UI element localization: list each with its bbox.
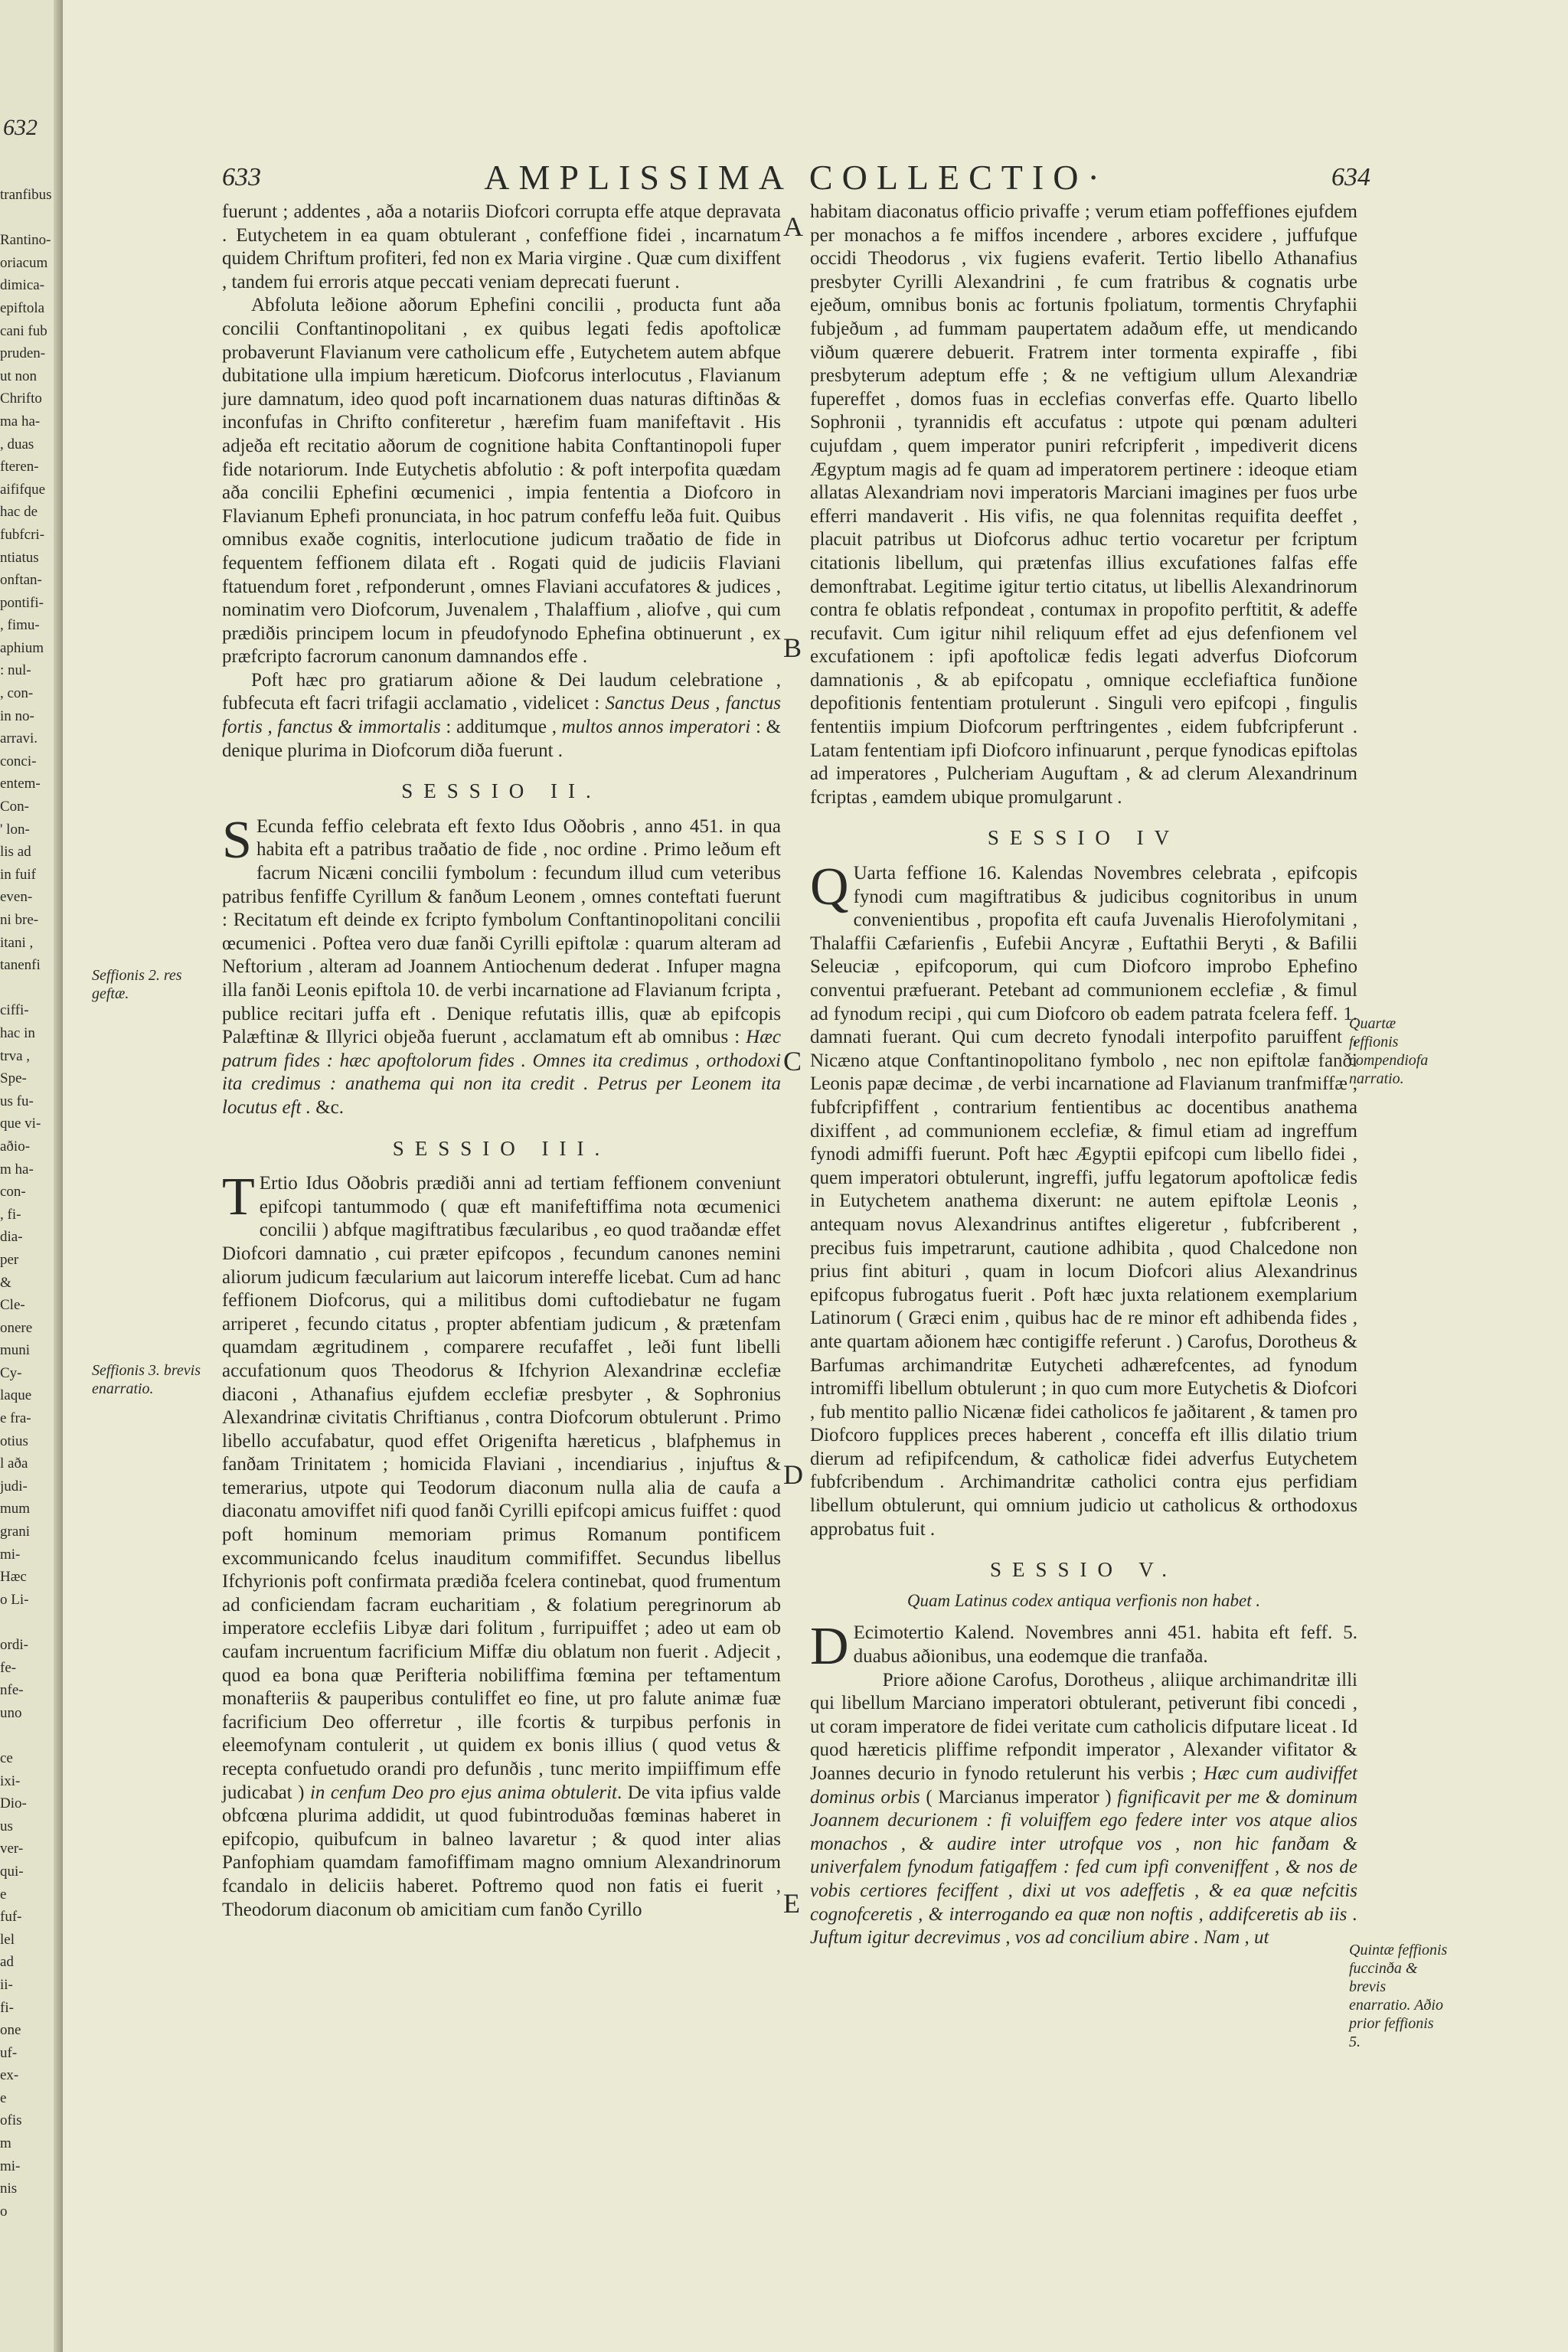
paragraph: Abfoluta leðione aðorum Ephefini concilii , producta funt aða concilii Conftantinopolitani , ex quibus legati fedis apoftolicæ probaverunt Flavianum vere catholicum effe , Eutychetem autem abfque dubitatione ulla impium hæreticum. Diofcorus interlocutus , Flavianum jure damnatum, ideo quod poft incarnationem duas naturas diftinðas & inconfufas in Chrifto confiteretur , hærefim fuam manifeftavit . His adjeða eft recitatio aðorum de cognitione habita Conftantinopoli fuper fide notariorum. Inde Eutychetis abfolutio : & poft interpofita quædam aða concilii Ephefini œcumenici , impia fententia a Diofcoro in Flavianum Ephefi pronunciata, in hoc patrum confeffu leða fuit. Quibus omnibus exaðe cognitis, interlocutione judicum traðatio de fide in fequentem feffionem dilata eft . Rogati quid de judiciis Flaviani ftatuendum foret , refponderunt , omnes Flaviani accufatores & judices , nominatim vero Diofcorum, Juvenalem , Thalaffium , aliofve , qui cum prædiðis principem locum in pfeudofynodo Ephefina obtinuerunt , ex præfcripto facrorum canonum damnandos effe . (222, 295, 781, 668)
edge-line: mi- (0, 2158, 21, 2174)
edge-line: e fra- (0, 1410, 31, 1427)
section-heading: SESSIO V. (989, 1558, 1178, 1582)
page-number-right: 634 (1331, 163, 1370, 191)
edge-line: o Li- (0, 1591, 29, 1608)
edge-line: conci- (0, 753, 37, 769)
paragraph (222, 1168, 781, 1922)
italic-quote: fignificavit per me & dominum Joannem decurionem : fi voluiffem ego federe inter vos atque alios monachos , & audire inter utrofque vos , non hic fanðam & univerfalem fynodum fatigaffem : fed cum ipfi conveniffent , & nos de vobis certiores feciffent , dixi ut vos adeffetis , & ea quæ nefcitis cognofceretis , & interrogando ea quæ non noftis , addifceretis ab iis . Juftum igitur decrevimus , vos ad concilium abire . Nam , ut (810, 1786, 1358, 1949)
edge-line: dia- (0, 1229, 23, 1246)
edge-line: oriacum (0, 254, 48, 271)
paragraph (222, 669, 781, 763)
paragraph: fuerunt ; addentes , aða a notariis Diofcori corrupta effe atque depravata . Eutychetem in ea quam obtulerant , confeffione fidei , incarnatum quidem Chriftum profiteri, fed non ex Maria virgine . Quæ cum dixiffent , tandem fui erroris atque peccati veniam deprecati fuerunt . (222, 201, 781, 292)
margin-note: Seffionis 3. brevis enarratio. (92, 1362, 201, 1397)
edge-line: dimica- (0, 277, 45, 294)
edge-line: uf- (0, 2044, 18, 2061)
edge-line: onftan- (0, 572, 42, 589)
running-title: AMPLISSIMA COLLECTIO· (484, 158, 1109, 197)
edge-line: in fuif (0, 866, 36, 883)
edge-line: fubfcri- (0, 526, 45, 543)
edge-line: ut non (0, 368, 38, 384)
edge-line: ii- (0, 1976, 13, 1993)
section-letter-marker: A (783, 211, 803, 242)
edge-line: Spe- (0, 1070, 27, 1087)
right-column (810, 201, 1357, 1950)
text: : & denique plurima in Diofcorum diða fuerunt . (222, 717, 782, 761)
edge-line: pontifi- (0, 594, 44, 611)
edge-line: , fi- (0, 1206, 21, 1223)
edge-line: tranfibus (0, 187, 52, 203)
section-subheading: Quam Latinus codex antiqua verfionis non habet . (906, 1590, 1261, 1610)
text: . De vita ipfius valde obfcœna plurima addidit, ut quod fubintroduðas fœminas haberet in epifcopio, quibufcum in balneo lavaretur ; & quod inter alias Panfophiam quamdam famofiffimam magno omnium Alexandrinorum fcandalo in deliciis haberet. Poftremo quod non fatis ei fuerit , Theodorum diaconum ob amicitiam cum fanðo Cyrillo (222, 1782, 781, 1920)
edge-line: in no- (0, 707, 34, 724)
edge-line: Dio- (0, 1795, 27, 1812)
edge-line: ex- (0, 2067, 19, 2084)
edge-line: us fu- (0, 1093, 34, 1109)
italic-quote: Hæc cum audiviffet dominus orbis (810, 1763, 1357, 1808)
text: ( Marcianus imperator ) (926, 1786, 1112, 1808)
edge-line: Con- (0, 799, 29, 815)
edge-line: ce (0, 1749, 13, 1766)
edge-line: laque (0, 1387, 32, 1404)
edge-line: ver- (0, 1841, 24, 1857)
edge-line (0, 207, 55, 230)
edge-line: aififque (0, 481, 46, 498)
italic-quote: in cenfum Deo pro ejus anima obtulerit (309, 1782, 617, 1803)
section-letter-marker: E (783, 1888, 800, 1919)
edge-line: Cy- (0, 1364, 22, 1381)
adjacent-page-number: 632 (3, 115, 38, 140)
edge-line: nis (0, 2180, 18, 2197)
section-letter-marker: B (783, 632, 802, 663)
edge-line: , fimu- (0, 617, 40, 634)
edge-line: , duas (0, 436, 34, 452)
edge-line: lis ad (0, 844, 31, 861)
edge-line (0, 1724, 55, 1747)
edge-line: itani , (0, 934, 34, 951)
section-heading: SESSIO IV (987, 826, 1181, 850)
page-number-left: 633 (222, 163, 261, 191)
edge-line: qui- (0, 1863, 24, 1880)
edge-line: fe- (0, 1659, 17, 1676)
edge-line: m ha- (0, 1161, 34, 1178)
section-heading: SESSIO III. (392, 1136, 611, 1160)
text: &c. (315, 1096, 345, 1118)
edge-line: ni bre- (0, 912, 39, 928)
edge-line: , con- (0, 685, 34, 702)
edge-line: ixi- (0, 1772, 21, 1789)
left-column (222, 201, 781, 1922)
edge-line (0, 977, 55, 1000)
edge-line: mum (0, 1501, 31, 1517)
edge-line: Hæc (0, 1569, 27, 1586)
edge-line: Rantino- (0, 232, 51, 249)
edge-line: e (0, 2089, 7, 2106)
edge-line (0, 1611, 55, 1634)
edge-line: l aða (0, 1455, 28, 1472)
edge-line: nfe- (0, 1682, 24, 1699)
edge-line: fuf- (0, 1909, 22, 1926)
edge-line: judi- (0, 1478, 28, 1494)
edge-line: lel (0, 1931, 15, 1948)
edge-line: ' lon- (0, 821, 30, 838)
edge-line: arravi. (0, 730, 38, 747)
text: : additumque , (446, 717, 557, 738)
margin-note: Seffionis 2. res geftæ. (92, 967, 182, 1002)
edge-line: otius (0, 1432, 28, 1449)
edge-line: tanenfi (0, 957, 41, 974)
text: SEcunda feffio celebrata eft fexto Idus Oðobris , anno 451. in qua habita eft a patribus traðatio de fide , noc ordine . Primo leðum eft facrum Nicæni concilii fymbolum : fecundum illud cum veteribus patribus fenfiffe Cyrillum & fanðum Leonem , omnes conteftati fuerunt : Recitatum eft deinde ex fcripto fymbolum Conftantinopolitani concilii œcumenici . Poftea vero duæ fanði Cyrilli epiftolæ : quarum alteram ad Neftorium , alteram ad Joannem Antiochenum dederat . Infuper magna illa fanði Leonis epiftola 10. de verbi incarnatione ad Flavianum fcripta , publice recitari juffa eft . Denique refutatis illis, quæ ab epifcopis Palæftinæ & Illyrici objeða fuerunt , acclamatum eft ab omnibus : (222, 810, 781, 1048)
edge-line: uno (0, 1704, 22, 1721)
section-heading: SESSIO II. (401, 779, 602, 803)
edge-line: us (0, 1818, 13, 1834)
book-gutter-shadow (54, 0, 63, 2352)
edge-line: o (0, 2203, 8, 2220)
section-letter-marker: D (783, 1459, 803, 1490)
paragraph: QUarta feffione 16. Kalendas Novembres celebrata , epifcopis fynodi cum magiftratibus & judicibus cognitoribus in unum convenientibus , propofita eft caufa Juvenalis Hierofolymitani , Thalaffii Cæfarienfis , Eufebii Ancyræ , Euftathii Beryti , & Bafilii Seleuciæ , epifcoporum, qui cum Diofcoro improbo Ephefino conventui præfuerant. Petebant ad communionem ecclefiæ , & fimul ad fynodum recipi , qui cum Diofcoro ob eadem patrata fcelera feff. 1. damnati fuerant. Qui cum decreto fynodali interpofito paruiffent , Nicæno atque Conftantinopolitano fymbolo , nec non epiftolæ fanði Leonis papæ decimæ , de verbi incarnatione ad Flavianum tranfmiffæ , fubfcripfiffent , contrarium fentientibus ac docentibus anathema dixiffent , ad communionem ecclefiæ, & fimul etiam ad ingreffum fynodi admiffi fuerunt. Poft hæc Ægyptii epifcopi cum libello fidei , quem imperatori obtulerunt, ingreffi, juffu legatorum apoftolicæ fedis in Eutychetem anathema dixerunt: ne autem epiftolæ Leonis , antequam novus Alexandrinus antiftes eligeretur , fubfcriberent , precibus fuis impetrarunt, cautione adhibita , quod Chalcedone non prius fint abituri , quam in locum Diofcori alius Alexandrinus epifcopus fubrogatus fuerit . Poft hæc juxta relationem exemplarium Latinorum ( Græci enim , quibus hac de re minor eft adhibenda fides , ante quartam aðionem hæc contigiffe referunt . ) Carofus, Dorotheus & Barfumas archimandritæ Eutycheti adhærefcentes, ad fynodum intromiffi libellum obtulerunt ; in quo cum more Eutychetis & Diofcori , fub mentito pallio Nicænæ fidei catholicos fe jaðitarent , & tamen pro Diofcoro fupplices preces haberent , conceffa eft illis dilatio trium dierum ad refipifcendum, & catholicæ fidei adverfus Eutychetem fubfcribendum . Archimandritæ catholici contra ejus perfidiam libellum obtulerunt, qui omnium judicio ut catholicus & orthodoxus approbatus fuit . (810, 858, 1357, 1540)
edge-line: grani (0, 1524, 31, 1540)
edge-line: e (0, 1886, 7, 1903)
edge-line: cani fub (0, 322, 47, 339)
edge-line: : nul- (0, 662, 31, 679)
edge-line: aðio- (0, 1138, 31, 1155)
margin-note: Quintæ feffionis fuccinða & brevis enarratio. Aðio prior feffionis 5. (1349, 1942, 1448, 2050)
paragraph: habitam diaconatus officio privaffe ; verum etiam poffeffiones ejufdem per monachos a fe miffos incendere , arbores excidere , juffufque occidi Theodorus , vix fugiens evaferit. Tertio libello Athanafius presbyter Cyrilli Alexandrini , fe cum fratribus & cognatis urbe ejeðum, omnibus bonis ac fortunis fpoliatum, tormentis Chryfaphii fubjeðum , ad fummam paupertatem adaðum effe, ut mendicando viðum quærere debuerit. Fratrem inter tormenta expiraffe , fibi presbyterum adeptum effe ; & ne veftigium ullum Alexandriæ fupereffet , domos fuas in ecclefias converfas effe. Quarto libello Sophronii , tyrannidis eft accufatus : utpote qui pœnam adulteri cujufdam , quem imperator puniri refcripferit , impediverit dicens Ægyptum magis ad fe quam ad imperatorem pertinere : ideoque etiam allatas Alexandriam novi imperatoris Marciani imagines per fuos urbe efferri mandaverit . His vifis, ne qua folennitas requifita deeffet , placuit patribus ut Diofcorus adhuc tertio vocaretur per fcriptum citationis libellum, qui prætenfas illius excufationes falfas effe demonftrabat. Legitime igitur tertio citatus, ut libellis Alexandrinorum contra fe oblatis refpondeat , contumax in propofito perftitit, & adeffe recufavit. Cum igitur nihil reliquum effet ad ejus defenfionem vel excufationem : ipfi apoftolicæ fedis legati adverfus Diofcorum damnationis , & ab epifcopatu , omnique ecclefiaftica funðione depofitionis fententiam protulerunt . Singuli vero epifcopi , fingulis fententiis impium Diofcorum perftringentes , eidem fubfcripferunt . Latam fententiam ipfi Diofcoro infinuarunt , perque fynodicas epiftolas ad imperatores , Pulcheriam Auguftam , & ad clerum Alexandrinum fcriptas , eamdem ubique promulgarunt . (810, 201, 1357, 808)
paragraph: DEcimotertio Kalend. Novembres anni 451. habita eft feff. 5. duabus aðionibus, una eodemque die tranfaða. (810, 1617, 1357, 1677)
paragraph (810, 1669, 1357, 1950)
text: TErtio Idus Oðobris prædiði anni ad tertiam feffionem conveniunt epifcopi tantummodo ( quæ eft manifeftiffima nota œcumenici concilii ) abfque magiftratibus fæcularibus , eo quod traðandæ effet Diofcori damnatio , cui præter epifcopos , fecundum canones nemini aliorum judicum fæcularium aut laicorum intereffe licebat. Cum ad hanc feffionem Diofcorus, qui a militibus domi cuftodiebatur ne fugam arriperet , fecundo citatus , propter abfentiam judicum , & prætenfam quamdam ægritudinem , comparere recufaffet , leði funt libelli accufationum quos Theodorus & Ifchyrion Alexandrinæ ecclefiæ diaconi , Athanafius ejufdem ecclefiæ presbyter , & Sophronius Alexandrinæ civitatis Chriftianus , contra Diofcorum obtulerunt . Primo libello accufabatur, quod effet Origenifta hæreticus , blafphemus in fanðam Trinitatem ; homicida Flaviani , incendiarius , injuftus & temerarius, utpote qui Teodorum diaconum nulla alia de caufa a diaconatu amoviffet nifi quod fanði Cyrilli epifcopi amicus fuiffet : quod poft hominum memoriam primus Romanum pontificem excommunicando fcelus inauditum commififfet. Secundus libellus Ifchyrionis poft confirmata prædiða fcelera continebat, quod frumentum ad conficiendam facram eucharitiam , & folatium peregrinorum ab imperatore ecclefiis Libyæ dari folitum , furripuiffet ; adeo ut eam ob caufam incruentum facrificium Miffæ diu oblatum non fuerit . Adjecit , quod ea bona quæ Perifteria nobiliffima fœmina per teftamentum monafteriis & pauperibus contuliffet eo fine, ut pro falute animæ fuæ facrificium Deo offerretur , ille fcortis & turpibus perfonis in eleemofynam contulerit , ut quidem ex bonis illius ( quod vetus & recepta confuetudo orandi pro defunðis , tunc merito impiiffimum effe judicabat ) (222, 1168, 781, 1803)
edge-line: ma ha- (0, 413, 41, 430)
acclamation-text: Sanctus Deus , fanctus fortis , fanctus & immortalis (222, 693, 781, 738)
edge-line: ntiatus (0, 549, 39, 566)
edge-line: entem- (0, 776, 41, 792)
edge-line: onere (0, 1319, 33, 1336)
adjacent-page-text (0, 184, 55, 2223)
edge-line: one (0, 2022, 21, 2039)
edge-line: per (0, 1251, 19, 1268)
edge-line: muni (0, 1342, 31, 1359)
edge-line: que vi- (0, 1116, 41, 1132)
margin-note: Quartæ feffionis compendiofa narratio. (1349, 1015, 1429, 1087)
edge-line: hac de (0, 504, 38, 521)
edge-line: mi- (0, 1546, 21, 1563)
edge-line: aphium (0, 639, 44, 656)
edge-line: epiftola (0, 299, 45, 316)
edge-line: pruden- (0, 345, 46, 362)
acclamation-text: multos annos imperatori (561, 717, 751, 738)
edge-line: ciffi- (0, 1002, 29, 1019)
edge-line: con- (0, 1184, 26, 1200)
edge-line: ad (0, 1954, 14, 1971)
edge-line: ofis (0, 2112, 22, 2129)
text: Priore aðione Carofus, Dorotheus , aliique archimandritæ illi qui libellum Marciano imperatori obtulerant, petiverunt fibi concedi , ut coram imperatore de fidei veritate cum catholicis difputare liceat . Id quod hæreticis pliffime refpondit imperator , Alexander vifitator & Joannes decurio in fynodo retulerunt his verbis ; (810, 1669, 1357, 1784)
edge-line: Cle- (0, 1297, 25, 1314)
adjacent-page-edge (0, 0, 63, 2352)
edge-line: trva , (0, 1047, 31, 1064)
edge-line: fteren- (0, 459, 39, 475)
edge-line: m (0, 2135, 11, 2152)
edge-line: even- (0, 889, 33, 906)
acclamation-text: Hæc patrum fides : hæc apoftolorum fides . Omnes ita credimus , orthodoxi ita credimus : anathema qui non ita credit . Petrus per Leonem ita locutus eft . (222, 1027, 781, 1118)
edge-line: Chrifto (0, 390, 42, 407)
paragraph (222, 810, 781, 1120)
edge-line: & (0, 1274, 11, 1291)
edge-line: fi- (0, 1999, 14, 2016)
edge-line: hac in (0, 1024, 35, 1041)
section-letter-marker: C (783, 1046, 802, 1076)
edge-line: ordi- (0, 1637, 28, 1653)
text: Poft hæc pro gratiarum aðione & Dei laudum celebratione , fubfecuta eft facri trifagii acclamatio , videlicet : (222, 669, 781, 714)
